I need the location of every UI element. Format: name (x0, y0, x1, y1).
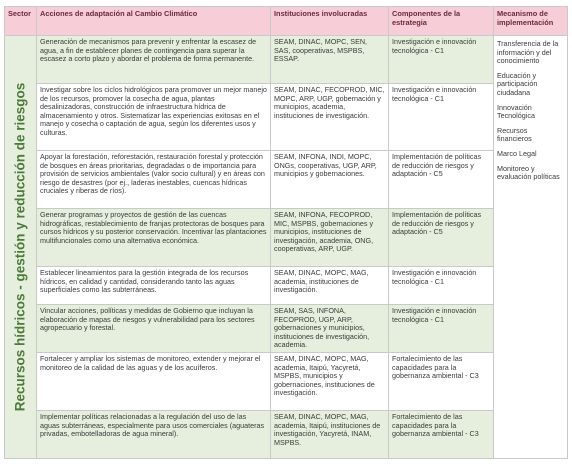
header-mecanismo: Mecanismo de implementación (494, 7, 568, 36)
mechanism-item: Transferencia de la información y del conocimiento (497, 39, 559, 66)
instituciones-cell: SEAM, DINAC, MOPC, MAG, academia, instituciones de investigación. (271, 267, 389, 305)
mechanism-item: Innovación Tecnológica (497, 102, 535, 121)
header-sector: Sector (5, 7, 37, 36)
table-row (5, 353, 568, 411)
adaptation-table (4, 6, 568, 459)
accion-cell: Investigar sobre los ciclos hidrológicos para promover un mejor manejo de los recursos, promover la cosecha de agua, plantas desalinizadoras, construcción de infraestructura hídrica de almacenamiento y otros. Sistematizar las experiencias exitosas en el manejo y cosecha o captación de agua, según los diferentes usos y culturas. (37, 84, 271, 151)
table-row (5, 84, 568, 151)
accion-cell: Fortalecer y ampliar los sistemas de monitoreo, extender y mejorar el monitoreo de la calidad de las aguas y de los acuíferos. (37, 353, 271, 411)
accion-cell: Establecer lineamientos para la gestión integrada de los recursos hídricos, en calidad y cantidad, considerando tanto las aguas superficiales como las subterráneas. (37, 267, 271, 305)
table-row (5, 305, 568, 353)
adaptation-table-container (4, 6, 567, 463)
componente-cell: Investigación e innovación tecnológica - C1 (389, 267, 494, 305)
componente-cell: Investigación e innovación tecnológica - C1 (389, 36, 494, 84)
accion-cell: Apoyar la forestación, reforestación, restauración forestal y protección de bosques en áreas prioritarias, degradadas o de importancia para provisión de servicios ambientales (valor socio cultural) y en áreas con riesgo de desastres (por ej., laderas inestables, cuencas hídricas cruciales y riberas de ríos). (37, 151, 271, 209)
mechanism-item: Educación y participación ciudadana (497, 70, 538, 97)
accion-cell: Implementar políticas relacionadas a la regulación del uso de las aguas subterráneas, especialmente para usos comerciales (aguateras privadas, embotelladoras de agua mineral). (37, 411, 271, 459)
table-row (5, 267, 568, 305)
componente-cell: Fortalecimiento de las capacidades para la gobernanza ambiental - C3 (389, 353, 494, 411)
instituciones-cell: SEAM, DINAC, MOPC, MAG, academia, Itaipú, instituciones de investigación, Yacyretá, INAM, MSPBS. (271, 411, 389, 459)
instituciones-cell: SEAM, DINAC, MOPC, MAG, academia, Itaipú, Yacyretá, MSPBS, municipios y gobernaciones, instituciones de investigación. (271, 353, 389, 411)
mechanism-item: Recursos financieros (497, 125, 532, 144)
mechanism-item: Monitoreo y evaluación políticas (497, 163, 560, 182)
componente-cell: Implementación de políticas de reducción de riesgos y adaptación - C5 (389, 209, 494, 267)
header-acciones: Acciones de adaptación al Cambio Climático (37, 7, 271, 36)
sector-label: Recursos hídricos - gestión y reducción de riesgos (12, 82, 28, 412)
accion-cell: Generar programas y proyectos de gestión de las cuencas hidrográficas, restablecimiento de franjas protectoras de bosques para cursos hídricos y su posterior conservación. Incentivar las plantaciones multifuncionales como una alternativa económica. (37, 209, 271, 267)
componente-cell: Fortalecimiento de las capacidades para la gobernanza ambiental - C3 (389, 411, 494, 459)
header-instituciones: Instituciones involucradas (271, 7, 389, 36)
mechanism-cell (494, 36, 568, 459)
instituciones-cell: SEAM, DINAC, FECOPROD, MIC, MOPC, ARP, UGP, gobernación y municipios, academia, instituciones de investigación. (271, 84, 389, 151)
accion-cell: Vincular acciones, políticas y medidas de Gobierno que incluyan la elaboración de mapas de riesgos y vulnerabilidad para los sectores agropecuario y forestal. (37, 305, 271, 353)
instituciones-cell: SEAM, SAS, INFONA, FECOPROD, UGP, ARP, gobernaciones y municipios, instituciones de investigación, academia. (271, 305, 389, 353)
table-row (5, 151, 568, 209)
componente-cell: Investigación e innovación tecnológica - C1 (389, 84, 494, 151)
sector-cell (5, 36, 37, 459)
instituciones-cell: SEAM, DINAC, MOPC, SEN, SAS, cooperativas, MSPBS, ESSAP. (271, 36, 389, 84)
instituciones-cell: SEAM, INFONA, FECOPROD, MIC, MSPBS, gobernaciones y municipios, instituciones de investigación, academia, ONG, cooperativas, ARP, UGP. (271, 209, 389, 267)
table-row (5, 411, 568, 459)
table-row (5, 209, 568, 267)
header-componentes: Componentes de la estrategia (389, 7, 494, 36)
componente-cell: Implementación de políticas de reducción de riesgos y adaptación - C5 (389, 151, 494, 209)
componente-cell: Investigación e innovación tecnológica - C1 (389, 305, 494, 353)
table-row (5, 36, 568, 84)
header-row (5, 7, 568, 36)
mechanism-item: Marco Legal (497, 148, 537, 158)
accion-cell: Generación de mecanismos para prevenir y enfrentar la escasez de agua, a fin de establecer planes de contingencia para superar la escasez a corto plazo y abordar el problema de forma permanente. (37, 36, 271, 84)
instituciones-cell: SEAM, INFONA, INDI, MOPC, ONGs, cooperativas, UGP, ARP, municipios y gobernaciones. (271, 151, 389, 209)
